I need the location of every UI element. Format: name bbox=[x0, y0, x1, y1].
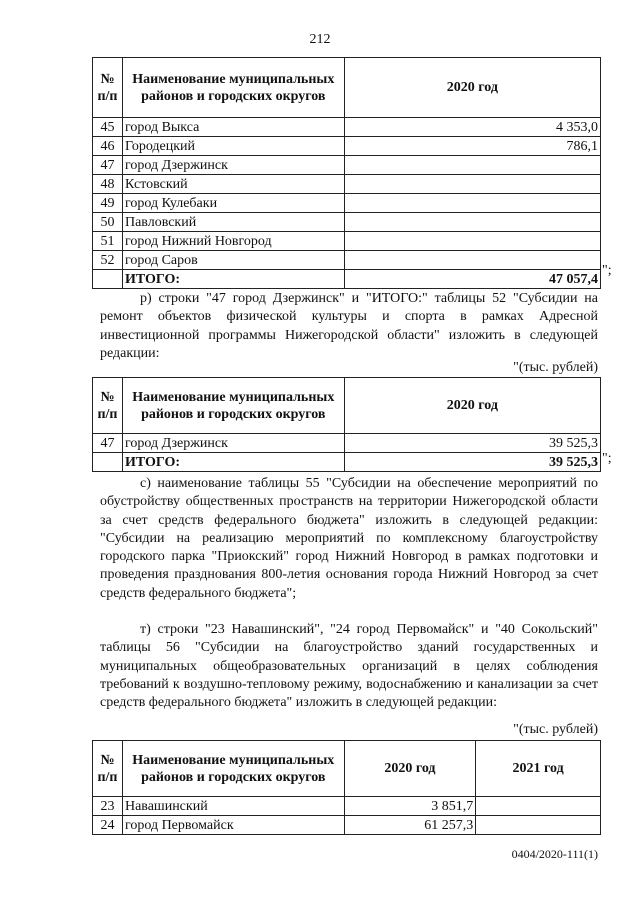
row-number bbox=[93, 453, 123, 472]
row-value-2020: 3 851,7 bbox=[344, 797, 476, 816]
col-header-name: Наименование муниципальных районов и городских округов bbox=[122, 378, 344, 434]
row-name: город Саров bbox=[122, 251, 344, 270]
paragraph-t: т) строки "23 Навашинский", "24 город Первомайск" и "40 Сокольский" таблицы 56 "Субсидии на благоустройство зданий государственных и муниципальных общеобразовательных организаций в целях соблюдения требований к воздушно-тепловому режиму, водоснабжению и канализации за счет средств федерального бюджета" изложить в следующей редакции: bbox=[100, 622, 598, 711]
row-number: 24 bbox=[93, 816, 123, 835]
row-name: Навашинский bbox=[122, 797, 344, 816]
row-value-2020: 61 257,3 bbox=[344, 816, 476, 835]
paragraph-s: с) наименование таблицы 55 "Субсидии на обеспечение мероприятий по обустройству общественных пространств на территории Нижегородской области за счет средств федерального бюджета" изложить в следующей редакции: "Субсидии на реализацию мероприятий по комплексному благоустройству городского парка "Приокский" город Нижний Новгород в рамках подготовки и проведения празднования 800-летия основания города Нижний Новгород за счет средств федерального бюджета"; bbox=[100, 476, 598, 601]
table-row bbox=[93, 137, 601, 156]
document-code: 0404/2020-111(1) bbox=[511, 847, 598, 861]
row-number: 23 bbox=[93, 797, 123, 816]
table-header-row bbox=[93, 58, 601, 118]
row-number: 50 bbox=[93, 213, 123, 232]
total-value: 39 525,3 bbox=[344, 453, 600, 472]
row-name: Городецкий bbox=[122, 137, 344, 156]
page-number: 212 bbox=[309, 32, 331, 47]
table-row bbox=[93, 797, 601, 816]
total-label: ИТОГО: bbox=[122, 453, 344, 472]
col-header-2020: 2020 год bbox=[344, 58, 600, 118]
row-value-2020 bbox=[344, 175, 600, 194]
table-row bbox=[93, 175, 601, 194]
col-header-name: Наименование муниципальных районов и городских округов bbox=[122, 58, 344, 118]
row-number: 45 bbox=[93, 118, 123, 137]
row-name: город Дзержинск bbox=[122, 434, 344, 453]
col-header-2020: 2020 год bbox=[344, 378, 600, 434]
closing-quote: "; bbox=[602, 451, 612, 466]
table-subsidies-continued bbox=[92, 57, 601, 289]
table-header-row bbox=[93, 378, 601, 434]
table-row bbox=[93, 156, 601, 175]
row-number bbox=[93, 270, 123, 289]
col-header-name: Наименование муниципальных районов и городских округов bbox=[122, 741, 344, 797]
units-label: "(тыс. рублей) bbox=[513, 722, 598, 737]
row-name: город Первомайск bbox=[122, 816, 344, 835]
table-row bbox=[93, 194, 601, 213]
table-row bbox=[93, 232, 601, 251]
table-header-row bbox=[93, 741, 601, 797]
col-header-number: № п/п bbox=[93, 741, 123, 797]
table-56-rows bbox=[92, 740, 601, 835]
row-number: 52 bbox=[93, 251, 123, 270]
row-name: город Нижний Новгород bbox=[122, 232, 344, 251]
row-number: 47 bbox=[93, 434, 123, 453]
row-number: 46 bbox=[93, 137, 123, 156]
units-label: "(тыс. рублей) bbox=[513, 360, 598, 375]
row-number: 49 bbox=[93, 194, 123, 213]
row-value-2020 bbox=[344, 251, 600, 270]
row-number: 47 bbox=[93, 156, 123, 175]
col-header-2020: 2020 год bbox=[344, 741, 476, 797]
row-number: 48 bbox=[93, 175, 123, 194]
row-value-2020: 4 353,0 bbox=[344, 118, 600, 137]
closing-quote: "; bbox=[602, 263, 612, 278]
table-total-row bbox=[93, 453, 601, 472]
total-label: ИТОГО: bbox=[122, 270, 344, 289]
row-value-2020 bbox=[344, 232, 600, 251]
row-value-2021 bbox=[476, 816, 601, 835]
row-value-2021 bbox=[476, 797, 601, 816]
total-value: 47 057,4 bbox=[344, 270, 600, 289]
col-header-number: № п/п bbox=[93, 378, 123, 434]
row-value-2020: 786,1 bbox=[344, 137, 600, 156]
table-row bbox=[93, 816, 601, 835]
row-value-2020 bbox=[344, 213, 600, 232]
row-name: город Дзержинск bbox=[122, 156, 344, 175]
paragraph-r: р) строки "47 город Дзержинск" и "ИТОГО:" таблицы 52 "Субсидии на ремонт объектов физической культуры и спорта в рамках Адресной инвестиционной программы Нижегородской области" изложить в следующей редакции: bbox=[100, 291, 598, 361]
row-number: 51 bbox=[93, 232, 123, 251]
row-name: Кстовский bbox=[122, 175, 344, 194]
table-52-rows bbox=[92, 377, 601, 472]
row-name: город Выкса bbox=[122, 118, 344, 137]
row-value-2020: 39 525,3 bbox=[344, 434, 600, 453]
table-row bbox=[93, 213, 601, 232]
table-row bbox=[93, 434, 601, 453]
col-header-2021: 2021 год bbox=[476, 741, 601, 797]
table-total-row bbox=[93, 270, 601, 289]
row-value-2020 bbox=[344, 156, 600, 175]
row-value-2020 bbox=[344, 194, 600, 213]
row-name: город Кулебаки bbox=[122, 194, 344, 213]
table-row bbox=[93, 251, 601, 270]
row-name: Павловский bbox=[122, 213, 344, 232]
col-header-number: № п/п bbox=[93, 58, 123, 118]
table-row bbox=[93, 118, 601, 137]
